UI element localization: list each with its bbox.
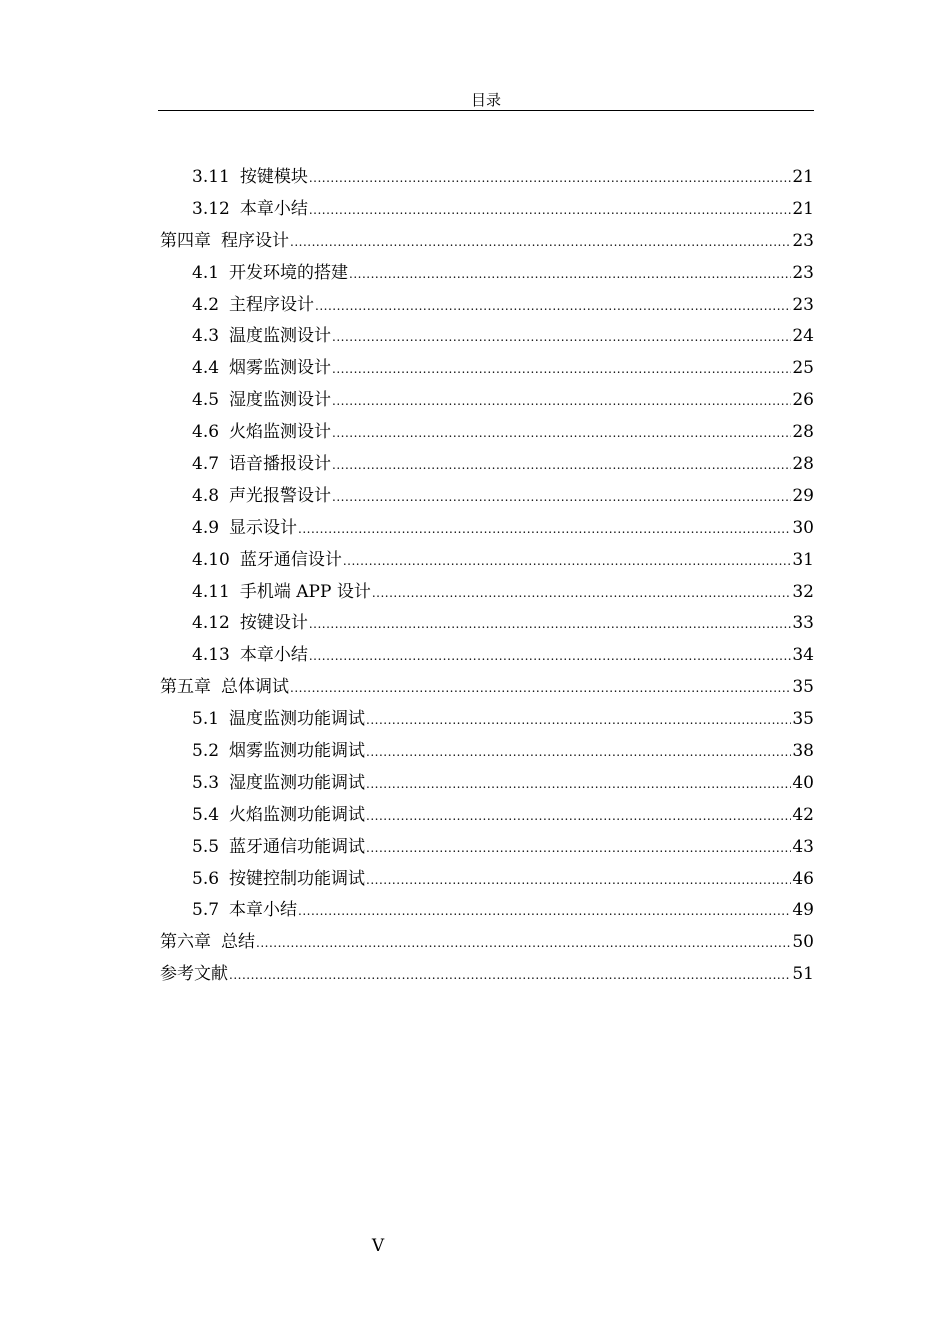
toc-entry[interactable]: [160, 800, 814, 832]
toc-entry-title: 湿度监测设计: [229, 390, 332, 411]
toc-entry-title: 手机端 APP 设计: [239, 581, 371, 602]
toc-entry-title: 语音播报设计: [229, 454, 332, 475]
toc-entry-title: 本章小结: [239, 198, 308, 219]
toc-dot-leader: [343, 546, 792, 577]
toc-entry-page: 38: [792, 741, 814, 762]
toc-entry-number: 4.1: [192, 262, 220, 283]
toc-entry-page: 31: [792, 549, 814, 570]
toc-entry[interactable]: [160, 385, 814, 417]
toc-entry-number: 4.4: [192, 358, 220, 379]
toc-entry-title: 按键设计: [239, 613, 308, 634]
toc-dot-leader: [298, 514, 791, 545]
page-number: V: [371, 1236, 385, 1256]
toc-entry-title: 按键控制功能调试: [229, 868, 366, 889]
toc-entry-number: 3.11: [192, 167, 230, 187]
toc-entry-number: 5.3: [192, 772, 220, 793]
toc-dot-leader: [349, 259, 791, 290]
toc-entry-page: 30: [792, 517, 814, 538]
toc-entry-number: 第四章: [160, 230, 211, 251]
toc-entry-title: 本章小结: [239, 645, 308, 666]
toc-entry-page: 50: [792, 932, 814, 953]
toc-entry-title: 烟雾监测功能调试: [229, 741, 366, 762]
toc-dot-leader: [309, 609, 792, 640]
toc-entry-page: 23: [792, 230, 814, 251]
toc-entry-page: 35: [792, 677, 814, 698]
toc-entry-page: 28: [792, 454, 814, 475]
toc-entry-number: 5.6: [192, 868, 220, 889]
toc-entry[interactable]: [160, 162, 814, 194]
toc-entry-page: 46: [792, 868, 814, 889]
toc-entry-page: 34: [792, 645, 814, 666]
toc-dot-leader: [332, 322, 791, 353]
toc-entry-title: 温度监测功能调试: [229, 709, 366, 730]
toc-entry-number: 5.4: [192, 804, 220, 825]
toc-entry-number: 4.5: [192, 390, 220, 411]
toc-entry[interactable]: [160, 832, 814, 864]
toc-entry-page: 28: [792, 422, 814, 443]
toc-entry-number: 第五章: [160, 677, 211, 698]
toc-dot-leader: [309, 163, 792, 194]
toc-entry-page: 49: [792, 900, 814, 921]
toc-entry-page: 33: [792, 613, 814, 634]
toc-entry-page: 32: [792, 581, 814, 602]
toc-entry-title: 按键模块: [239, 167, 308, 187]
toc-entry-number: 4.9: [192, 517, 220, 538]
toc-dot-leader: [332, 418, 791, 449]
table-of-contents: [160, 162, 814, 991]
toc-entry-page: 21: [792, 167, 814, 187]
toc-entry[interactable]: [160, 290, 814, 322]
toc-entry[interactable]: [160, 704, 814, 736]
toc-entry-title: 温度监测设计: [229, 326, 332, 347]
toc-entry[interactable]: [160, 672, 814, 704]
toc-entry-page: 23: [792, 262, 814, 283]
toc-entry[interactable]: [160, 353, 814, 385]
toc-dot-leader: [366, 865, 791, 896]
toc-dot-leader: [290, 227, 791, 258]
toc-entry-page: 24: [792, 326, 814, 347]
toc-entry-number: 4.3: [192, 326, 220, 347]
toc-dot-leader: [309, 641, 792, 672]
toc-dot-leader: [332, 354, 791, 385]
toc-entry[interactable]: [160, 577, 814, 609]
toc-dot-leader: [290, 673, 791, 704]
toc-entry-title: 程序设计: [221, 230, 289, 251]
toc-entry-number: 5.7: [192, 900, 220, 921]
toc-dot-leader: [309, 195, 792, 226]
toc-entry[interactable]: [160, 321, 814, 353]
toc-entry-title: 火焰监测设计: [229, 422, 332, 443]
toc-entry-title: 蓝牙通信设计: [239, 549, 342, 570]
toc-dot-leader: [332, 386, 791, 417]
toc-entry-number: 3.12: [192, 198, 230, 219]
toc-entry[interactable]: [160, 959, 814, 991]
toc-entry-number: 4.2: [192, 294, 220, 315]
toc-entry-title: 火焰监测功能调试: [229, 804, 366, 825]
toc-dot-leader: [332, 450, 791, 481]
toc-entry-page: 26: [792, 390, 814, 411]
toc-entry-title: 开发环境的搭建: [229, 262, 349, 283]
toc-dot-leader: [366, 705, 791, 736]
toc-entry-title: 蓝牙通信功能调试: [229, 836, 366, 857]
toc-dot-leader: [315, 291, 791, 322]
toc-entry-number: 4.12: [192, 613, 230, 634]
toc-entry-page: 21: [792, 198, 814, 219]
toc-entry-page: 23: [792, 294, 814, 315]
toc-entry[interactable]: [160, 736, 814, 768]
toc-dot-leader: [372, 578, 792, 609]
toc-entry[interactable]: [160, 226, 814, 258]
toc-entry-page: 51: [792, 964, 814, 985]
toc-entry[interactable]: [160, 481, 814, 513]
header-title: 目录: [470, 91, 501, 109]
toc-entry-title: 主程序设计: [229, 294, 315, 315]
toc-entry[interactable]: [160, 895, 814, 927]
toc-dot-leader: [366, 769, 791, 800]
toc-entry[interactable]: [160, 449, 814, 481]
toc-dot-leader: [366, 833, 791, 864]
toc-entry-page: 25: [792, 358, 814, 379]
toc-entry-title: 声光报警设计: [229, 485, 332, 506]
toc-entry-number: 4.7: [192, 454, 220, 475]
toc-entry[interactable]: [160, 927, 814, 959]
toc-entry-number: 5.1: [192, 709, 220, 730]
toc-entry-title: 显示设计: [229, 517, 298, 538]
toc-entry-title: 湿度监测功能调试: [229, 772, 366, 793]
toc-entry[interactable]: [160, 864, 814, 896]
toc-entry[interactable]: [160, 545, 814, 577]
toc-entry-number: 5.2: [192, 741, 220, 762]
toc-entry[interactable]: [160, 417, 814, 449]
toc-entry-number: 4.10: [192, 549, 230, 570]
toc-entry-page: 43: [792, 836, 814, 857]
toc-entry-number: 4.11: [192, 581, 230, 602]
toc-entry[interactable]: [160, 194, 814, 226]
toc-dot-leader: [298, 896, 791, 927]
toc-entry-page: 35: [792, 709, 814, 730]
toc-entry-title: 总结: [221, 932, 255, 953]
toc-entry-number: 4.8: [192, 485, 220, 506]
toc-dot-leader: [229, 960, 791, 991]
toc-entry-title: 本章小结: [229, 900, 298, 921]
toc-entry[interactable]: [160, 640, 814, 672]
toc-dot-leader: [332, 482, 791, 513]
toc-entry-title: 总体调试: [221, 677, 289, 698]
toc-dot-leader: [256, 928, 791, 959]
toc-entry-number: 4.13: [192, 645, 230, 666]
toc-entry-number: 5.5: [192, 836, 220, 857]
page-header: [158, 90, 814, 111]
toc-entry-page: 40: [792, 772, 814, 793]
toc-entry-page: 42: [792, 804, 814, 825]
toc-entry-page: 29: [792, 485, 814, 506]
toc-entry[interactable]: [160, 513, 814, 545]
toc-entry[interactable]: [160, 608, 814, 640]
toc-dot-leader: [366, 801, 791, 832]
toc-entry-title: 参考文献: [160, 964, 228, 985]
toc-entry-number: 第六章: [160, 932, 211, 953]
toc-entry[interactable]: [160, 768, 814, 800]
toc-entry[interactable]: [160, 258, 814, 290]
toc-entry-number: 4.6: [192, 422, 220, 443]
toc-dot-leader: [366, 737, 791, 768]
toc-entry-title: 烟雾监测设计: [229, 358, 332, 379]
